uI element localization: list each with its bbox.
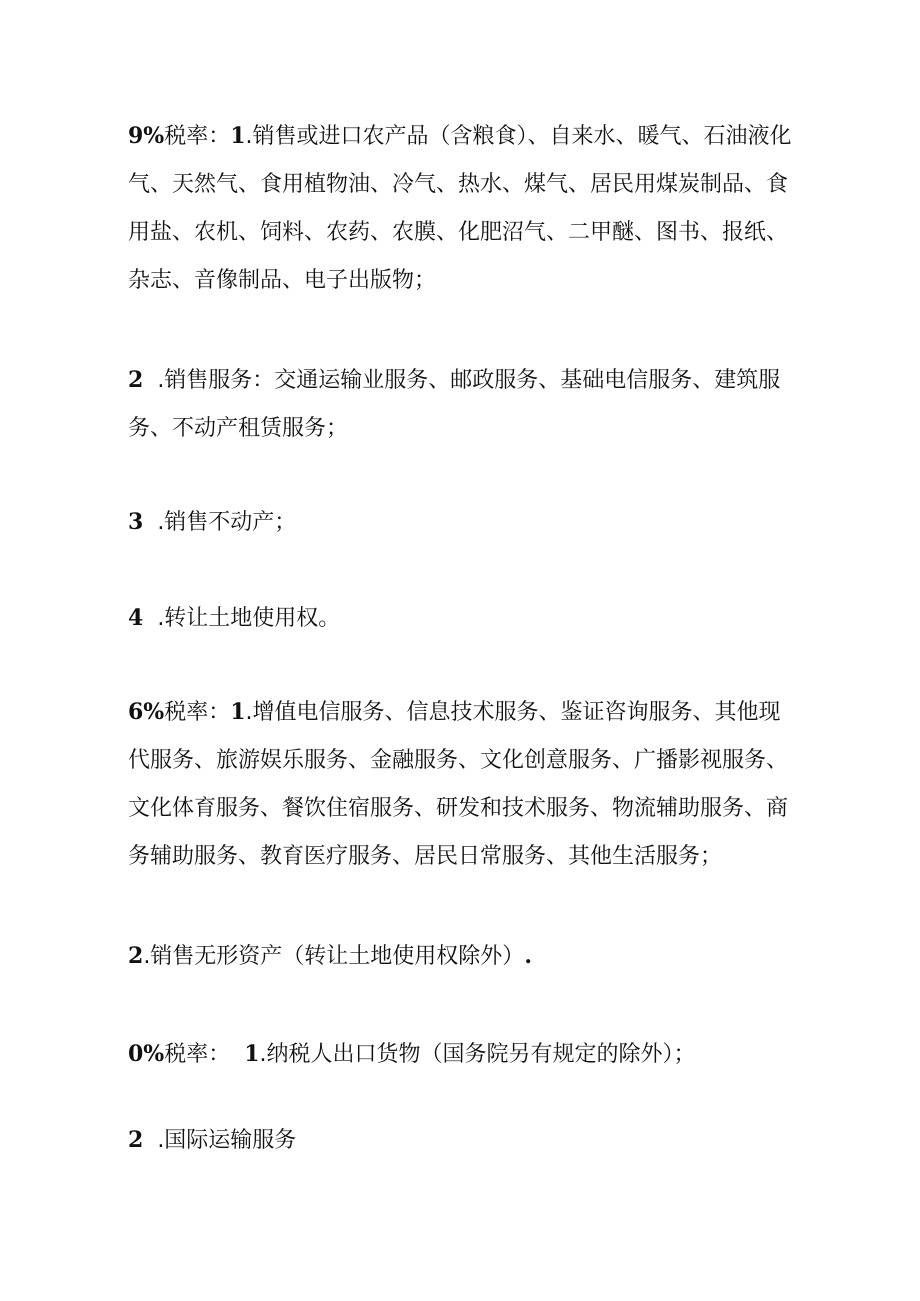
item-number: 2 — [128, 367, 144, 393]
rate-9-item-4 — [128, 594, 798, 643]
rate-0-item-1 — [128, 1030, 798, 1079]
rate-label: 税率： — [164, 124, 231, 149]
rate-label: 税率： — [164, 1042, 231, 1067]
rate-value: 6% — [128, 699, 165, 725]
rate-0-item-2 — [128, 1116, 798, 1165]
item-text: .国际运输服务 — [157, 1128, 297, 1153]
item-number: 1 — [230, 699, 246, 725]
item-number: 1 — [244, 1041, 260, 1067]
rate-9-item-3 — [128, 498, 798, 547]
item-text: .转让土地使用权。 — [157, 606, 341, 631]
item-number: 4 — [128, 605, 144, 631]
rate-value: 9% — [128, 123, 165, 149]
item-tail: . — [524, 943, 532, 969]
item-text: .销售无形资产（转让土地使用权除外） — [143, 944, 525, 969]
rate-label: 税率： — [164, 700, 231, 725]
item-number: 2 — [128, 943, 144, 969]
rate-value: 0% — [128, 1041, 165, 1067]
item-text: .纳税人出口货物（国务院另有规定的除外）； — [259, 1042, 696, 1067]
item-text: .增值电信服务、信息技术服务、鉴证咨询服务、其他现代服务、旅游娱乐服务、金融服务、文化创意服务、广播影视服务、文化体育服务、餐饮住宿服务、研发和技术服务、物流辅助服务、商务辅助服务、教育医疗服务、居民日常服务、其他生活服务； — [128, 700, 789, 869]
rate-9-item-1 — [128, 112, 798, 305]
item-number: 3 — [128, 509, 144, 535]
rate-6-item-2 — [128, 932, 798, 981]
item-text: .销售服务：交通运输业服务、邮政服务、基础电信服务、建筑服务、不动产租赁服务； — [128, 368, 781, 441]
rate-9-item-2 — [128, 356, 798, 453]
item-number: 2 — [128, 1127, 144, 1153]
rate-6-item-1 — [128, 688, 798, 881]
item-number: 1 — [230, 123, 246, 149]
item-text: .销售或进口农产品（含粮食）、自来水、暖气、石油液化气、天然气、食用植物油、冷气、热水、煤气、居民用煤炭制品、食用盐、农机、饲料、农药、农膜、化肥沼气、二甲醚、图书、报纸、杂志、音像制品、电子出版物； — [128, 124, 792, 293]
item-text: .销售不动产； — [157, 510, 297, 535]
